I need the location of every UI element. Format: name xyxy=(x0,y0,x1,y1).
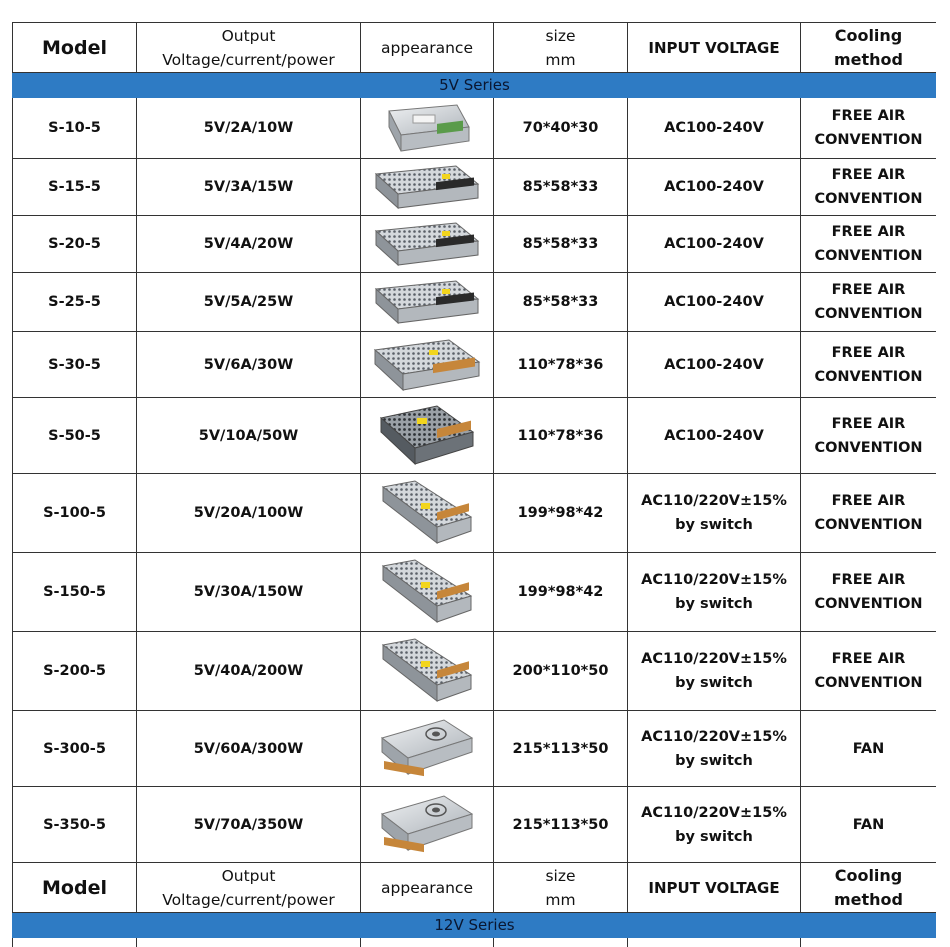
input-cell: AC100-240V xyxy=(628,398,801,474)
size-cell: 85*58*33 xyxy=(494,159,628,216)
column-model: Model xyxy=(13,863,137,913)
column-cooling: Cooling method xyxy=(801,863,937,913)
cooling-cell: FREE AIR CONVENTION xyxy=(801,398,937,474)
large-mesh-psu-icon xyxy=(361,553,494,632)
column-output: Output Voltage/current/power xyxy=(137,23,361,73)
column-input-voltage: INPUT VOLTAGE xyxy=(628,23,801,73)
table-row xyxy=(13,711,937,787)
model-cell: S-150-5 xyxy=(13,553,137,632)
input-cell: AC110/220V±15% by switch xyxy=(628,632,801,711)
series-label: 5V Series xyxy=(13,73,937,98)
column-cooling: Cooling method xyxy=(801,23,937,73)
input-cell: AC100-240V xyxy=(628,98,801,159)
model-cell: S-300-5 xyxy=(13,711,137,787)
size-cell: 215*113*50 xyxy=(494,787,628,863)
cooling-cell: FREE AIR CONVENTION xyxy=(801,159,937,216)
series-label: 12V Series xyxy=(13,913,937,938)
input-cell: AC110/220V±15% by switch xyxy=(628,711,801,787)
size-cell: 70*40*30 xyxy=(494,98,628,159)
cooling-cell: FREE AIR CONVENTION xyxy=(801,332,937,398)
cooling-cell: FAN xyxy=(801,787,937,863)
header-row xyxy=(13,23,937,73)
model-cell: S-10-5 xyxy=(13,98,137,159)
dark-mesh-psu-icon xyxy=(361,398,494,474)
cooling-cell: FREE AIR CONVENTION xyxy=(801,553,937,632)
spec-sheet xyxy=(12,22,936,947)
size-cell: 85*58*33 xyxy=(494,273,628,332)
table-row xyxy=(13,98,937,159)
output-cell: 5V/3A/15W xyxy=(137,159,361,216)
mesh-psu-icon xyxy=(361,216,494,273)
model-cell: S-100-5 xyxy=(13,474,137,553)
mesh-psu-icon xyxy=(361,273,494,332)
table-row xyxy=(13,632,937,711)
cooling-cell: FAN xyxy=(801,711,937,787)
size-cell: 110*78*36 xyxy=(494,332,628,398)
output-cell: 5V/2A/10W xyxy=(137,98,361,159)
column-appearance: appearance xyxy=(361,863,494,913)
model-cell: S-15-5 xyxy=(13,159,137,216)
model-cell: S-50-5 xyxy=(13,398,137,474)
table-row xyxy=(13,332,937,398)
large-mesh-psu-icon xyxy=(361,632,494,711)
power-supply-spec-table xyxy=(12,22,936,947)
output-cell: 5V/10A/50W xyxy=(137,398,361,474)
column-output: Output Voltage/current/power xyxy=(137,863,361,913)
cooling-cell: FREE AIR CONVENTION xyxy=(801,474,937,553)
column-appearance: appearance xyxy=(361,23,494,73)
output-cell: 5V/40A/200W xyxy=(137,632,361,711)
column-model: Model xyxy=(13,23,137,73)
fan-psu-icon xyxy=(361,787,494,863)
output-cell: 5V/6A/30W xyxy=(137,332,361,398)
column-size: size mm xyxy=(494,23,628,73)
table-row xyxy=(13,159,937,216)
header-row xyxy=(13,863,937,913)
output-cell: 5V/4A/20W xyxy=(137,216,361,273)
small-psu-icon xyxy=(361,98,494,159)
mesh-psu-icon xyxy=(361,938,494,947)
size-cell: 110*78*36 xyxy=(494,398,628,474)
model-cell: S-30-5 xyxy=(13,332,137,398)
output-cell: 5V/60A/300W xyxy=(137,711,361,787)
mesh-psu-icon xyxy=(361,159,494,216)
mesh-psu-icon xyxy=(361,332,494,398)
fan-psu-icon xyxy=(361,711,494,787)
output-cell: 5V/30A/150W xyxy=(137,553,361,632)
input-cell: AC110/220V±15% by switch xyxy=(628,787,801,863)
large-mesh-psu-icon xyxy=(361,474,494,553)
size-cell: 200*110*50 xyxy=(494,632,628,711)
cooling-cell: FREE AIR CONVENTION xyxy=(801,632,937,711)
size-cell: 199*98*42 xyxy=(494,553,628,632)
table-row xyxy=(13,216,937,273)
table-row-partial xyxy=(13,938,937,947)
table-row xyxy=(13,553,937,632)
column-input-voltage: INPUT VOLTAGE xyxy=(628,863,801,913)
size-cell: 215*113*50 xyxy=(494,711,628,787)
series-band xyxy=(13,913,937,938)
input-cell: AC110/220V±15% by switch xyxy=(628,553,801,632)
table-row xyxy=(13,787,937,863)
input-cell: AC100-240V xyxy=(628,216,801,273)
input-cell: AC100-240V xyxy=(628,159,801,216)
table-row xyxy=(13,398,937,474)
output-cell: 5V/70A/350W xyxy=(137,787,361,863)
output-cell: 5V/20A/100W xyxy=(137,474,361,553)
input-cell: AC110/220V±15% by switch xyxy=(628,474,801,553)
cooling-cell: FREE AIR CONVENTION xyxy=(801,98,937,159)
cooling-cell: FREE AIR CONVENTION xyxy=(801,216,937,273)
output-cell: 5V/5A/25W xyxy=(137,273,361,332)
table-row xyxy=(13,474,937,553)
column-size: size mm xyxy=(494,863,628,913)
model-cell: S-350-5 xyxy=(13,787,137,863)
size-cell: 85*58*33 xyxy=(494,216,628,273)
model-cell: S-20-5 xyxy=(13,216,137,273)
size-cell: 199*98*42 xyxy=(494,474,628,553)
model-cell: S-25-5 xyxy=(13,273,137,332)
input-cell: AC100-240V xyxy=(628,273,801,332)
model-cell: S-200-5 xyxy=(13,632,137,711)
cooling-cell: FREE AIR CONVENTION xyxy=(801,273,937,332)
series-band xyxy=(13,73,937,98)
input-cell: AC100-240V xyxy=(628,332,801,398)
table-row xyxy=(13,273,937,332)
